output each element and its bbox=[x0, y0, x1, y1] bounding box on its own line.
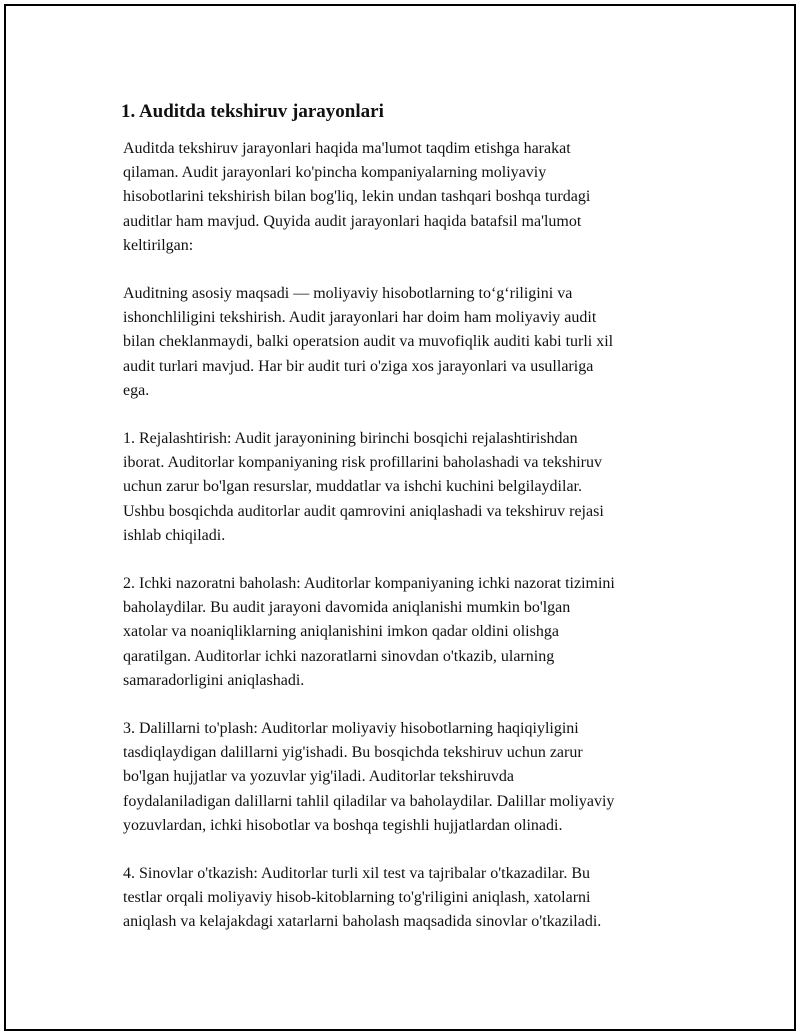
paragraph-internal-control: 2. Ichki nazoratni baholash: Auditorlar kompaniyaning ichki nazorat tizimini baholaydilar. Bu audit jarayoni davomida aniqlanishi mumkin bo'lgan xatolar va noaniqliklarning aniqlanishini imkon qadar oldini olishga qaratilgan. Auditorlar ichki nazoratlarni sinovdan o'tkazib, ularning samaradorligini aniqlashadi. bbox=[123, 575, 615, 689]
paragraph-evidence: 3. Dalillarni to'plash: Auditorlar moliyaviy hisobotlarning haqiqiyligini tasdiqlaydigan dalillarni yig'ishadi. Bu bosqichda tekshiruv uchun zarur bo'lgan hujjatlar va yozuvlar yig'iladi. Auditorlar tekshiruvda foydalaniladigan dalillarni tahlil qiladilar va baholaydilar. Dalillar moliyaviy yozuvlardan, ichki hisobotlar va boshqa tegishli hujjatlardan olinadi. bbox=[123, 720, 615, 834]
paragraph-planning: 1. Rejalashtirish: Audit jarayonining birinchi bosqichi rejalashtirishdan iborat. Auditorlar kompaniyaning risk profillarini baholashadi va tekshiruv uchun zarur bo'lgan resurslar, muddatlar va ishchi kuchini belgilaydilar. Ushbu bosqichda auditorlar audit qamrovini aniqlashadi va tekshiruv rejasi ishlab chiqiladi. bbox=[123, 430, 604, 544]
page-frame bbox=[4, 4, 796, 1031]
section-heading: 1. Auditda tekshiruv jarayonlari bbox=[121, 101, 384, 122]
paragraph-purpose: Auditning asosiy maqsadi — moliyaviy hisobotlarning to‘g‘riligini va ishonchliligini tekshirish. Audit jarayonlari har doim ham moliyaviy audit bilan cheklanmaydi, balki operatsion audit va muvofiqlik auditi kabi turli xil audit turlari mavjud. Har bir audit turi o'ziga xos jarayonlari va usullariga ega. bbox=[123, 285, 614, 399]
paragraph-intro: Auditda tekshiruv jarayonlari haqida ma'lumot taqdim etishga harakat qilaman. Audit jarayonlari ko'pincha kompaniyalarning moliyaviy hisobotlarini tekshirish bilan bog'liq, lekin undan tashqari boshqa turdagi auditlar ham mavjud. Quyida audit jarayonlari haqida batafsil ma'lumot keltirilgan: bbox=[123, 140, 591, 254]
paragraph-testing: 4. Sinovlar o'tkazish: Auditorlar turli xil test va tajribalar o'tkazadilar. Bu testlar orqali moliyaviy hisob-kitoblarning to'g'riligini aniqlash, xatolarni aniqlash va kelajakdagi xatarlarni baholash maqsadida sinovlar o'tkaziladi. bbox=[123, 865, 602, 931]
document-body bbox=[120, 98, 720, 959]
